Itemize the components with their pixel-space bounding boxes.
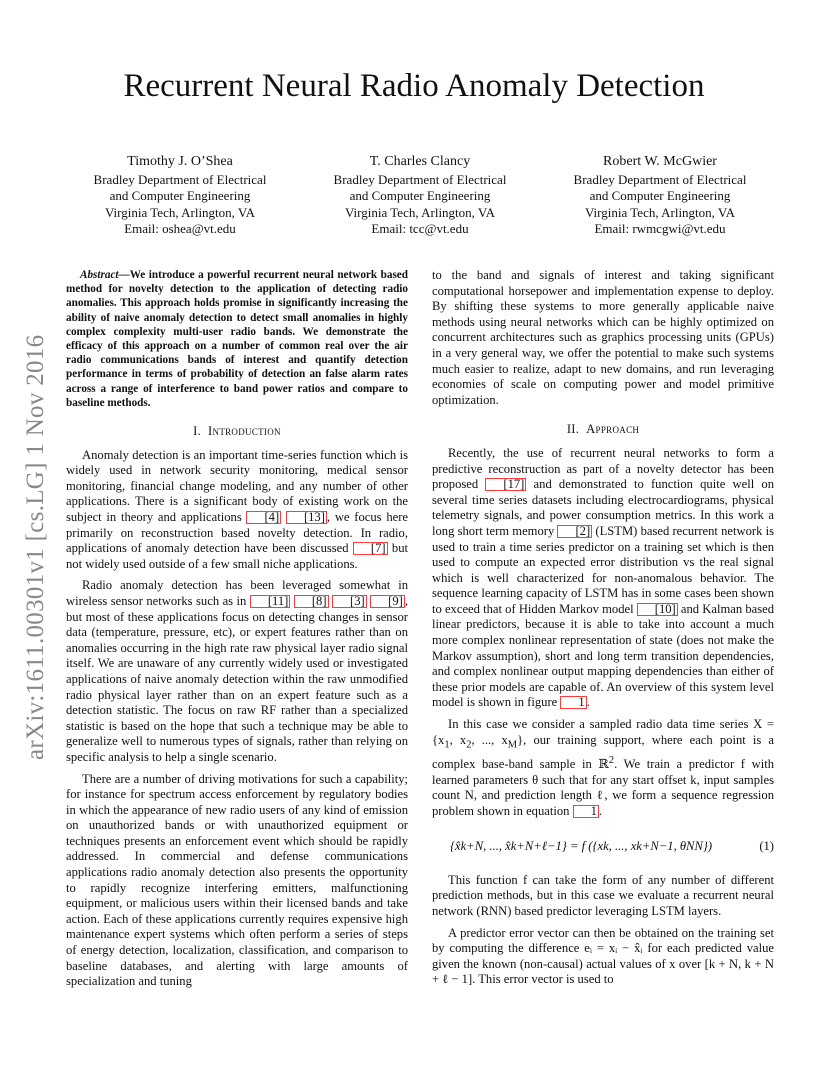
author-email: Email: rwmcgwi@vt.edu: [594, 221, 726, 236]
author-email: Email: oshea@vt.edu: [124, 221, 236, 236]
author-name: Robert W. McGwier: [603, 154, 717, 169]
author-1: [70, 154, 290, 238]
arxiv-stamp: arXiv:1611.00301v1 [cs.LG] 1 Nov 2016: [22, 334, 49, 760]
right-column: [432, 268, 774, 994]
author-2: [310, 154, 530, 238]
paragraph: Radio anomaly detection has been leveraged somewhat in wireless sensor networks such as in [11] [8] [3] [9] , but most of these applications focus on detecting changes in sensor data (temperature, pressure, etc), or expert features rather than on anomalies occurring in the high rate raw physical layer radio signal itself. We are unaware of any currently widely used or investigated applications of naive anomaly detection within the raw unmodified radio physical layer rather than on an expert feature such as a detection statistic. The focus on raw RF rather than a specialized statistic is based on the hope that such a technique may be able to generalize well to numerous types of signals, rather than relying on specific analysis to help a single scenario.: [66, 578, 409, 764]
equation-1: [432, 839, 774, 855]
citation-link[interactable]: [13]: [286, 511, 327, 524]
citation-link[interactable]: [4]: [246, 511, 281, 524]
author-block: [70, 154, 770, 238]
citation-link[interactable]: [2]: [557, 525, 592, 538]
section-heading-approach: II. Approach: [566, 422, 640, 437]
paragraph: Anomaly detection is an important time-series function which is widely used in network security monitoring, medical sensor monitoring, financial change modeling, and any number of other applications. There is a significant body of existing work on the subject in theory and applications [4] [13] , we focus here primarily on reconstruction based novelty detection. In radio, applications of anomaly detection have been discussed [7] but not widely used outside of a few small niche applications.: [66, 447, 408, 571]
equation-number: (1): [759, 839, 774, 854]
citation-link[interactable]: [11]: [250, 595, 291, 608]
abstract-text: —We introduce a powerful recurrent neural network based method for novelty detection to the application of detecting radio anomalies. This approach holds promise in significantly increasing the ability of naive anomaly detection to detect small anomalies in highly complex complexity multi-user radio bands. We demonstrate the efficacy of this approach on a number of common real over the air radio communications bands of interest and quantify detection performance in terms of probability of detection an false alarm rates across a range of interference to band power ratios and compare to baseline methods.: [66, 269, 408, 409]
paragraph: to the band and signals of interest and taking significant computational horsepower and implementation expense to deploy. By shifting these systems to more generally applicable naive methods using neural networks which can be highly optimized on concurrent architectures such as graphics processing units (GPUs) in a very general way, we offer the potential to make such systems much easier to realize, adapt to new domains, and run leveraging economies of scale on computing power and model primitive optimization.: [432, 268, 774, 407]
citation-link[interactable]: [3]: [332, 595, 367, 608]
citation-link[interactable]: [8]: [294, 595, 329, 608]
paragraph: There are a number of driving motivations for such a capability; for instance for spectrum access enforcement by regulatory bodies in which the appearance of new radio users of any kind of emission on unauthorized bands or with unauthorized equipment or techniques presents an enforcement event which should be rapidly addressed. In commercial and defense communications applications radio anomaly detection also presents the opportunity to rapidly recognize interfering emitters, malfunctioning equipment, or malicious users within their licensed bands and take action. Each of these applications currently requires expensive high maintenance expert systems which often perform a series of steps of energy detection, localization, classification, and comparison to baseline databases, and alerting with large amounts of specialization and tuning: [66, 771, 408, 989]
author-dept: Bradley Department of Electrical: [573, 171, 747, 187]
paragraph: In this case we consider a sampled radio data time series $X = \{x_1$, $x_2$, ..., $x_M$}, our training support, where each point is a complex base-band sample in ℝ$^2$. We train a predictor f with learned parameters θ such that for any start offset k, input samples count N, and prediction length ℓ, we form a sequence regression problem shown in equation 1 .: [432, 717, 775, 818]
paragraph: A predictor error vector can then be obtained on the training set by computing the difference eᵢ = xᵢ − x̂ᵢ for each predicted value given the known (non-causal) actual values of x over [k + N, k + N + ℓ − 1]. This error vector is used to: [432, 925, 774, 987]
section-heading-introduction: I. Introduction: [193, 424, 281, 439]
author-3: [550, 154, 770, 238]
citation-link[interactable]: [9]: [370, 595, 405, 608]
author-institution: Virginia Tech, Arlington, VA: [584, 204, 736, 220]
figure-link[interactable]: 1: [560, 696, 586, 709]
citation-link[interactable]: [17]: [485, 478, 526, 491]
abstract-lead: Abstract: [80, 269, 119, 281]
author-dept: and Computer Engineering: [349, 188, 491, 203]
paragraph: This function f can take the form of any number of different prediction methods, but in this case we evaluate a recurrent neural network (RNN) based predictor leveraging LSTM layers.: [432, 872, 774, 919]
citation-link[interactable]: [7]: [353, 542, 388, 555]
author-name: Timothy J. O’Shea: [127, 154, 233, 169]
author-dept: Bradley Department of Electrical: [93, 171, 267, 187]
left-column: [66, 268, 408, 996]
citation-link[interactable]: [10]: [637, 603, 678, 616]
author-email: Email: tcc@vt.edu: [371, 221, 469, 236]
author-dept: Bradley Department of Electrical: [333, 171, 507, 187]
author-institution: Virginia Tech, Arlington, VA: [344, 204, 496, 220]
author-dept: and Computer Engineering: [589, 188, 731, 203]
equation-body: {x̂k+N, ..., x̂k+N+ℓ−1} = f ({xk, ..., xk+N−1, θNN}): [450, 839, 713, 854]
author-name: T. Charles Clancy: [369, 154, 471, 169]
abstract: [66, 268, 408, 410]
author-dept: and Computer Engineering: [109, 188, 251, 203]
author-institution: Virginia Tech, Arlington, VA: [104, 204, 256, 220]
paragraph: Recently, the use of recurrent neural networks to form a predictive reconstruction as part of a novelty detector has been proposed [17] and demonstrated to function quite well on several time series datasets including electrocardiograms, physical telemetry signals, and power consumption metrics. In this work a long short term memory [2] (LSTM) based recurrent network is used to train a time series predictor on a training set which is then used to compute an expected error distribution vs the real signal which is well characterized for non-anomalous behavior. The sequence learning capacity of LSTM has in some cases been shown to exceed that of Hidden Markov model [10] and Kalman based linear predictors, because it is able to take into account a much more complex nonlinear representation of state (does not make the Markov assumption), short and long term transition dependencies, and complex nonlinear output mapping dependencies than either of these prior models are capable of. An overview of this system level model is shown in figure 1 .: [432, 445, 774, 710]
paper-title: Recurrent Neural Radio Anomaly Detection: [123, 68, 705, 104]
equation-link[interactable]: 1: [573, 805, 599, 818]
